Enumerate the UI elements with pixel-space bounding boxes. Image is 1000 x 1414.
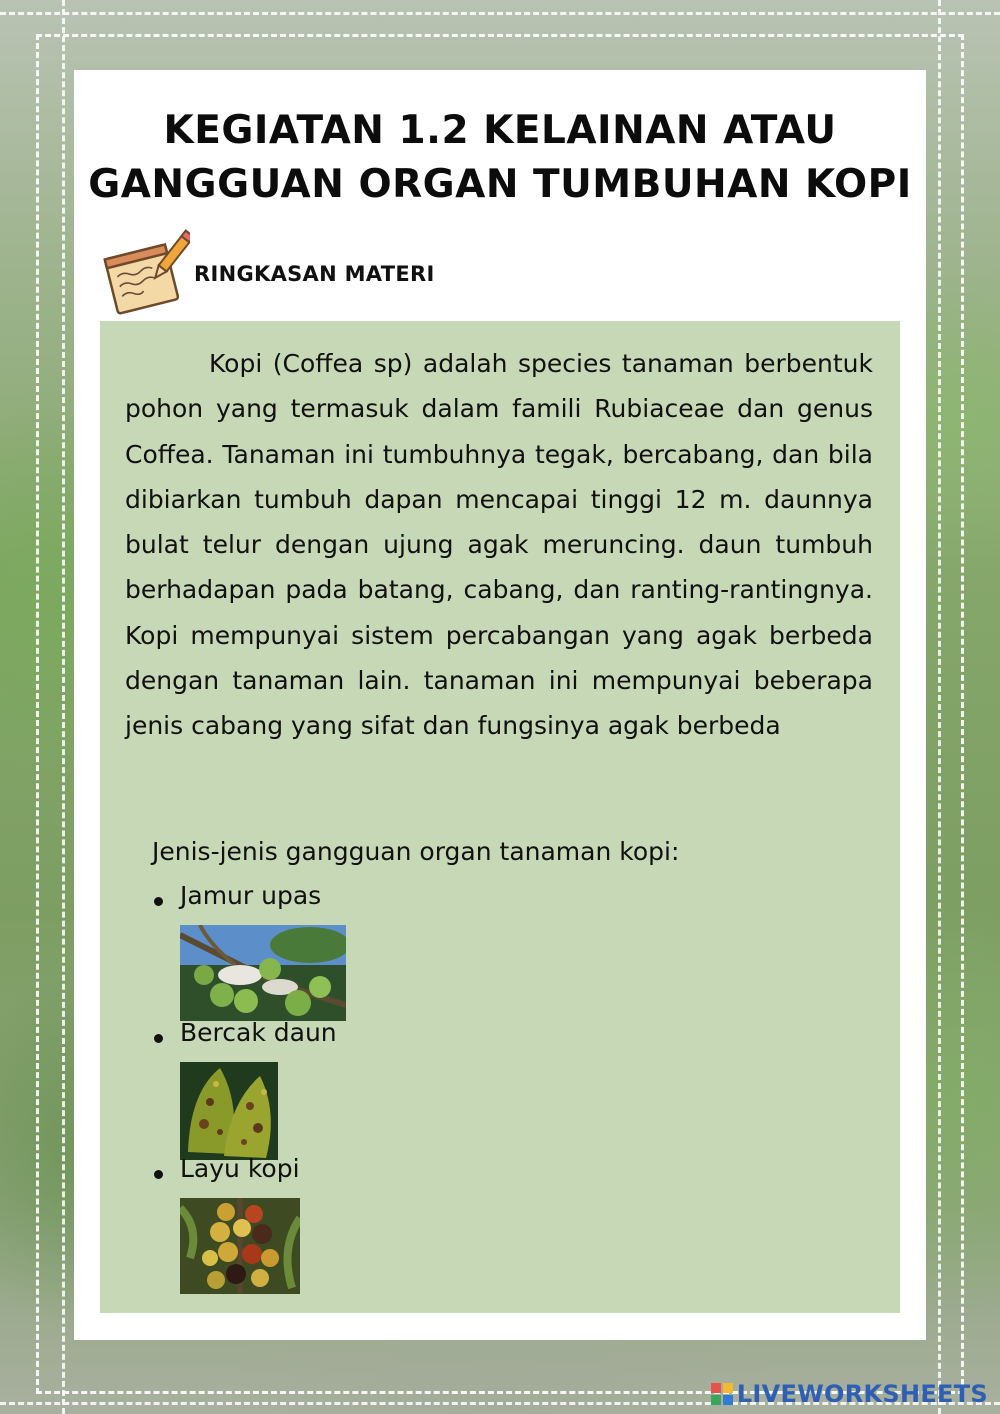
list-intro: Jenis-jenis gangguan organ tanaman kopi:: [152, 837, 680, 866]
dashed-guide-right: [938, 0, 941, 1414]
coffee-berries-fungus-photo: [180, 925, 346, 1021]
dashed-guide-top: [0, 12, 1000, 15]
liveworksheets-watermark[interactable]: [711, 1380, 988, 1408]
summary-paragraph: Kopi (Coffea sp) adalah species tanaman berbentuk pohon yang termasuk dalam famili Rubiaceae dan genus Coffea. Tanaman ini tumbuhnya tegak, bercabang, dan bila dibiarkan tumbuh dapan mencapai tinggi 12 m. daunnya bulat telur dengan ujung agak meruncing. daun tumbuh berhadapan pada batang, cabang, dan ranting-rantingnya. Kopi mempunyai sistem percabangan yang agak berbeda dengan tanaman lain. tanaman ini mempunyai beberapa jenis cabang yang sifat dan fungsinya agak berbeda: [125, 349, 873, 741]
bullet-dot-icon: [154, 897, 163, 906]
bullet-dot-icon: [154, 1034, 163, 1043]
subheading-row: [102, 228, 602, 318]
leaf-spot-photo: [180, 1062, 278, 1160]
notepad-pencil-icon: [102, 228, 190, 318]
title-line-2: GANGGUAN ORGAN TUMBUHAN KOPI: [88, 162, 912, 207]
dashed-guide-left: [62, 0, 65, 1414]
title-line-1: KEGIATAN 1.2 KELAINAN ATAU: [163, 108, 837, 153]
wilted-coffee-cherries-photo: [180, 1198, 300, 1294]
liveworksheets-logo-icon: [711, 1383, 733, 1405]
list-item-label: Layu kopi: [180, 1154, 300, 1183]
summary-box: [100, 321, 900, 1313]
list-item-label: Jamur upas: [180, 881, 322, 910]
page-title: [74, 104, 926, 212]
watermark-text: LIVEWORKSHEETS: [736, 1380, 988, 1408]
worksheet-card: [74, 70, 926, 1340]
bullet-dot-icon: [154, 1170, 163, 1179]
list-item-label: Bercak daun: [180, 1018, 337, 1047]
subheading: RINGKASAN MATERI: [194, 262, 435, 286]
